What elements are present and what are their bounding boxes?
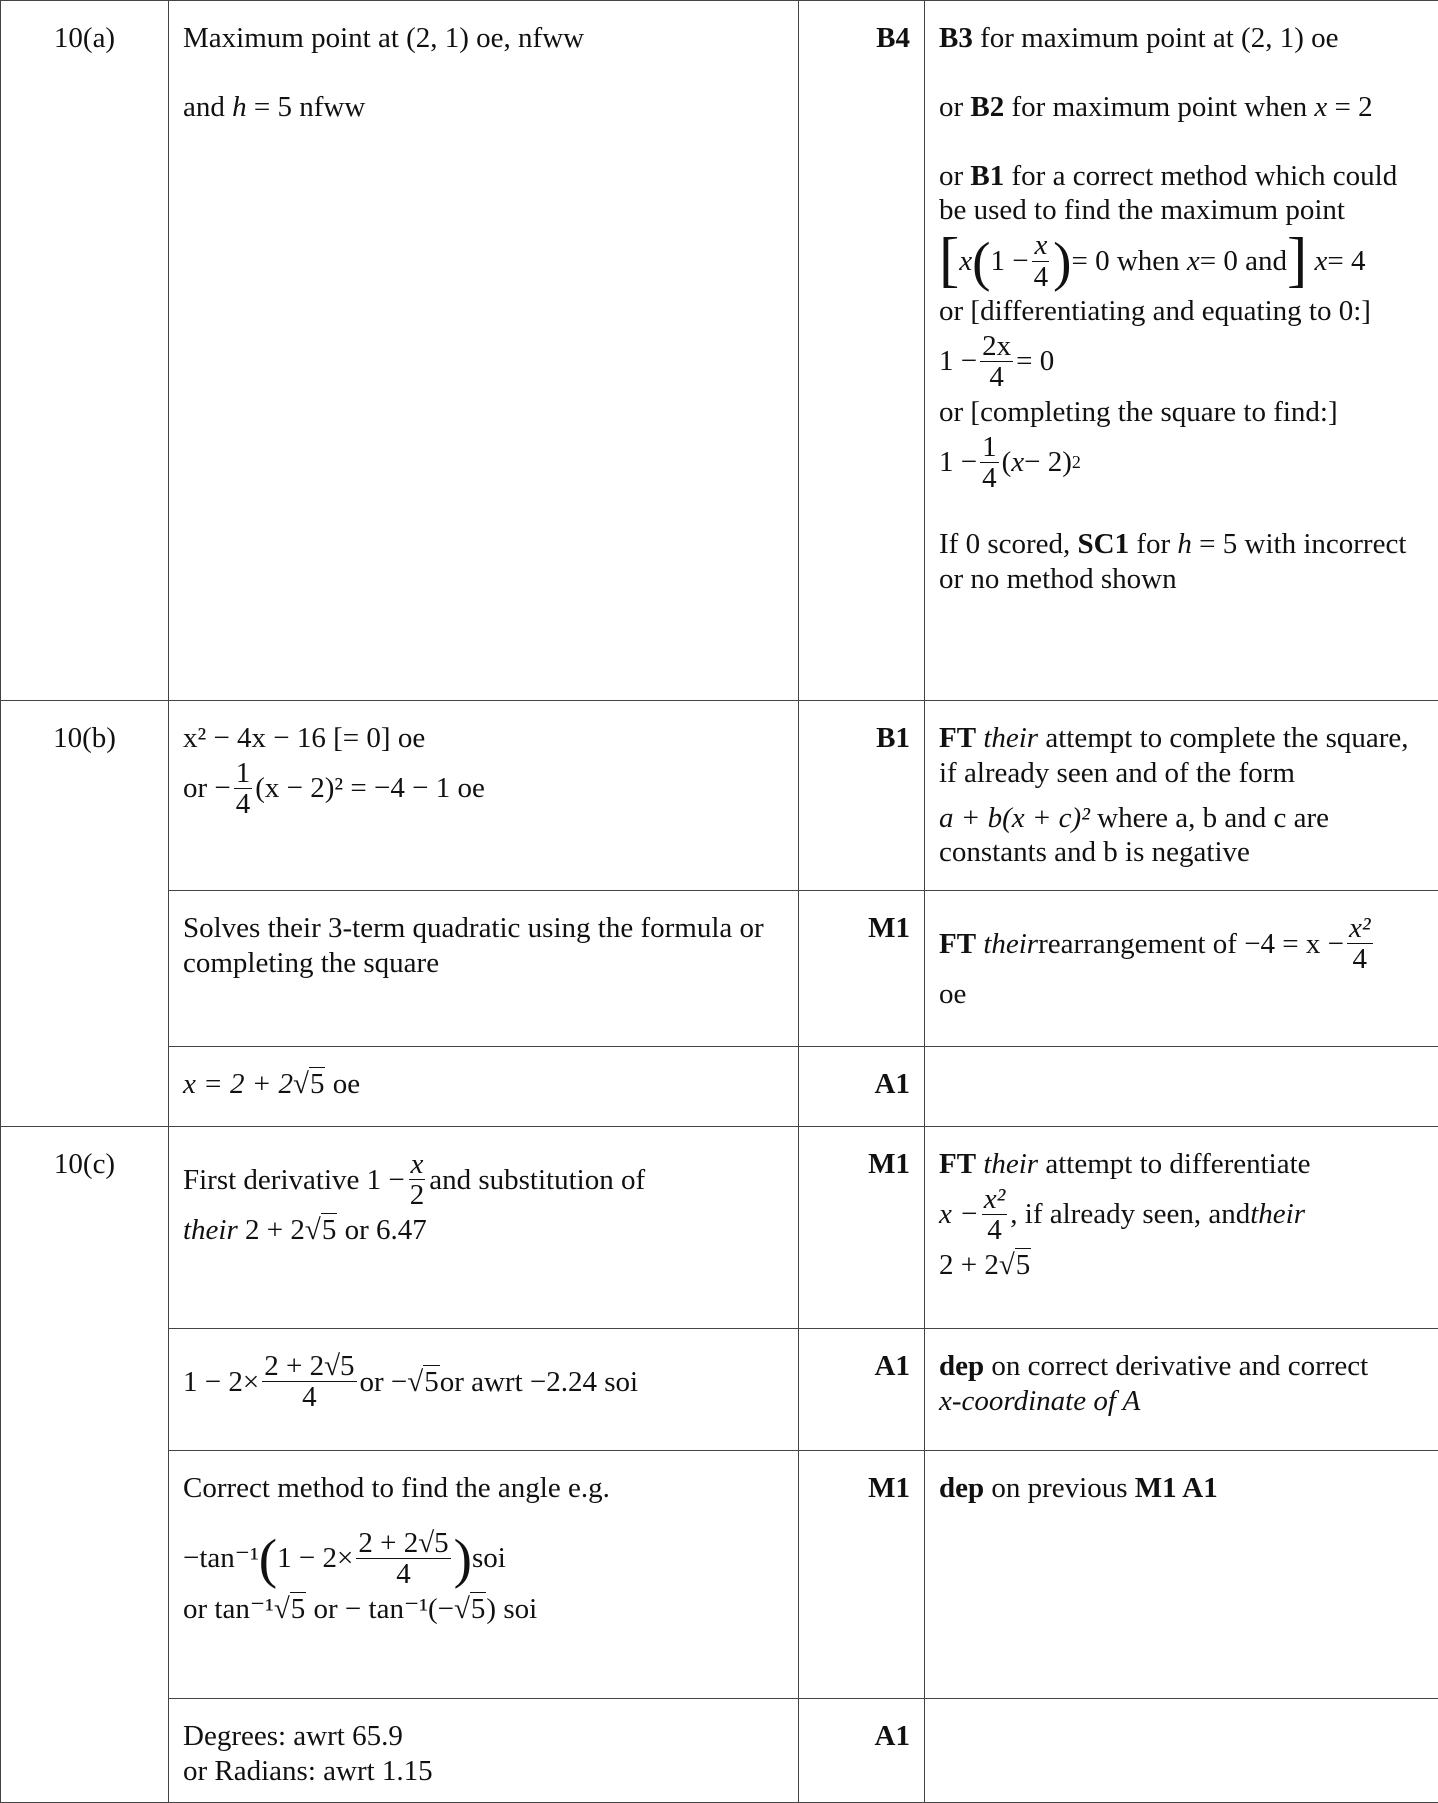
mark-cell: M1	[799, 1127, 925, 1329]
fraction: $\frac{1}{4}$	[235, 756, 251, 821]
guidance-text: B3 for maximum point at (2, 1) oe	[939, 22, 1339, 54]
mark-cell: A1	[799, 1699, 925, 1803]
answer-text: their 2 + 2√5 or 6.47	[183, 1213, 427, 1246]
math-expression: FT their rearrangement of −4 = x − $\frac{\text{x²}}{4}$	[939, 912, 1371, 976]
guidance-cell	[925, 701, 1438, 891]
mark-cell: A1	[799, 1329, 925, 1451]
fraction: $\frac{2 + 2√5}{4}$	[358, 1526, 449, 1591]
table-row	[1, 1, 1438, 701]
math-expression: 1 − $\frac{2x}{4}$ = 0	[939, 329, 1055, 394]
question-number: 10(a)	[1, 1, 169, 701]
math-expression: 1 − 2× $\frac{2 + 2√5}{4}$ or − √5 or awrt −2.24 soi	[183, 1350, 639, 1414]
guidance-text: or B1 for a correct method which could be used to find the maximum point	[939, 159, 1398, 227]
guidance-text: 2 + 2√5	[939, 1248, 1031, 1281]
math-expression: −tan⁻¹ ( 1 − 2× $\frac{2 + 2√5}{4}$ ) soi	[183, 1526, 506, 1591]
guidance-text: FT their attempt to complete the square, if already seen and of the form	[939, 722, 1409, 789]
guidance-text: or [differentiating and equating to 0:]	[939, 295, 1371, 328]
mark-cell: M1	[799, 891, 925, 1047]
fraction: $\frac{\text{x²}}{4}$	[983, 1182, 1006, 1247]
table-row	[1, 701, 1438, 891]
guidance-text: x-coordinate of A	[939, 1384, 1141, 1417]
mark-cell: B1	[799, 701, 925, 891]
guidance-text: or B2 for maximum point when x = 2	[939, 90, 1373, 123]
table-row	[1, 1451, 1438, 1699]
guidance-cell	[925, 1, 1438, 701]
question-number: 10(b)	[1, 701, 169, 1127]
guidance-cell	[925, 891, 1438, 1047]
answer-text: Maximum point at (2, 1) oe, nfww	[183, 22, 585, 54]
fraction: $\frac{\text{x²}}{4}$	[1349, 912, 1371, 976]
square-root: √5	[293, 1068, 325, 1100]
answer-cell	[169, 701, 799, 891]
guidance-text: a + b(x + c)² where a, b and c are constants and b is negative	[939, 801, 1329, 869]
mark-cell: M1	[799, 1451, 925, 1699]
fraction: $\frac{2x}{4}$	[982, 329, 1012, 394]
question-number: 10(c)	[1, 1127, 169, 1803]
mark-cell: A1	[799, 1047, 925, 1127]
answer-text: or Radians: awrt 1.15	[183, 1754, 433, 1787]
guidance-text: If 0 scored, SC1 for h = 5 with incorrect or no method shown	[939, 528, 1407, 596]
math-expression: or − $\frac{1}{4}$ (x − 2)² = −4 − 1 oe	[183, 756, 485, 821]
math-expression: x − $\frac{\text{x²}}{4}$ , if already seen, and their	[939, 1182, 1306, 1247]
answer-cell	[169, 1047, 799, 1127]
answer-text: x² − 4x − 16 [= 0] oe	[183, 722, 426, 754]
mark-cell: B4	[799, 1, 925, 701]
guidance-text: FT their attempt to differentiate	[939, 1148, 1311, 1180]
guidance-text: oe	[939, 977, 967, 1010]
answer-cell	[169, 1699, 799, 1803]
table-row	[1, 1329, 1438, 1451]
fraction: $\frac{x}{2}$	[409, 1148, 425, 1212]
guidance-cell	[925, 1451, 1438, 1699]
answer-text: Solves their 3-term quadratic using the formula or completing the square	[183, 912, 764, 979]
answer-text: Degrees: awrt 65.9	[183, 1720, 403, 1752]
math-expression: First derivative 1 − $\frac{x}{2}$ and substitution of	[183, 1148, 646, 1212]
answer-text: or tan⁻¹√5 or − tan⁻¹(−√5) soi	[183, 1592, 538, 1625]
guidance-cell	[925, 1329, 1438, 1451]
guidance-cell	[925, 1699, 1438, 1803]
answer-text: x = 2 + 2√5 oe	[183, 1068, 361, 1100]
answer-cell	[169, 1, 799, 701]
guidance-cell	[925, 1127, 1438, 1329]
math-expression: 1 − $\frac{1}{4}$ ( x − 2) 2	[939, 430, 1081, 494]
guidance-text: dep on correct derivative and correct	[939, 1350, 1369, 1382]
fraction: $\frac{1}{4}$	[982, 430, 997, 494]
guidance-text: or [completing the square to find:]	[939, 395, 1338, 428]
math-expression: [ x ( 1 − $\frac{x}{4}$ ) = 0 when x = 0 and ] x = 4	[939, 226, 1366, 294]
guidance-text: dep on previous M1 A1	[939, 1472, 1218, 1504]
answer-cell	[169, 891, 799, 1047]
table-row	[1, 1127, 1438, 1329]
guidance-cell	[925, 1047, 1438, 1127]
answer-cell	[169, 1451, 799, 1699]
fraction: $\frac{2 + 2√5}{4}$	[264, 1350, 355, 1414]
table-row	[1, 1699, 1438, 1803]
answer-cell	[169, 1329, 799, 1451]
answer-cell	[169, 1127, 799, 1329]
table-row	[1, 891, 1438, 1047]
answer-text: Correct method to find the angle e.g.	[183, 1472, 610, 1504]
fraction: $\frac{x}{4}$	[1033, 229, 1049, 293]
answer-text: and h = 5 nfww	[183, 90, 366, 123]
table-row	[1, 1047, 1438, 1127]
